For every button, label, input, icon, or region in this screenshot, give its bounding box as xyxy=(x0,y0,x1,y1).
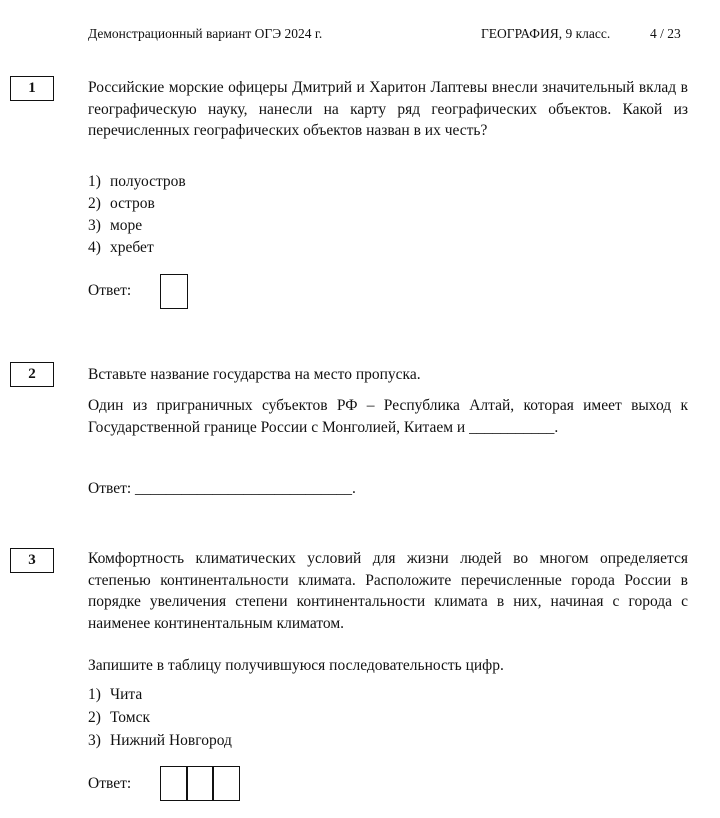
answer-label: Ответ: xyxy=(88,775,132,792)
option xyxy=(88,683,232,706)
question-1-text: Российские морские офицеры Дмитрий и Харитон Лаптевы внесли значительный вклад в географическую науку, нанесли на карту ряд географических объектов. Какой из перечисленных географических объектов назван в их честь? xyxy=(88,79,688,139)
option xyxy=(88,193,186,215)
page-number: 4 / 23 xyxy=(650,26,681,41)
question-3-text: Комфортность климатических условий для жизни людей во многом определяется степенью континентальности климата. Расположите перечисленные города России в порядке увеличения степени континентальности климата в них, начиная с города с наименее континентальным климатом. xyxy=(88,550,688,632)
answer-cell-3[interactable] xyxy=(212,766,240,801)
question-3-options xyxy=(88,683,232,752)
question-2-text: Вставьте название государства на место пропуска. xyxy=(88,366,421,383)
option-number: 1) xyxy=(88,173,101,190)
question-1-options xyxy=(88,171,186,259)
answer-label: Ответ: xyxy=(88,282,132,299)
option-number: 3) xyxy=(88,732,101,749)
option-number: 2) xyxy=(88,709,101,726)
question-2-passage: Один из приграничных субъектов РФ – Республика Алтай, которая имеет выход к Государственной границе России с Монголией, Китаем и ___________. xyxy=(88,397,688,436)
option-text: остров xyxy=(110,195,155,212)
question-number-1: 1 xyxy=(10,76,54,101)
option xyxy=(88,215,186,237)
option xyxy=(88,729,232,752)
option-text: хребет xyxy=(110,239,154,256)
option-text: Томск xyxy=(110,709,150,726)
option-text: море xyxy=(110,217,143,234)
answer-box[interactable] xyxy=(160,274,188,309)
answer-cell-2[interactable] xyxy=(186,766,214,801)
header-subject: ГЕОГРАФИЯ, 9 класс. xyxy=(481,26,611,41)
question-3-instruction: Запишите в таблицу получившуюся последовательность цифр. xyxy=(88,657,504,674)
answer-line[interactable]: Ответ: ____________________________. xyxy=(88,480,356,497)
option-number: 3) xyxy=(88,217,101,234)
option-text: Нижний Новгород xyxy=(110,732,232,749)
option xyxy=(88,237,186,259)
option xyxy=(88,706,232,729)
option-number: 1) xyxy=(88,686,101,703)
question-number-3: 3 xyxy=(10,548,54,573)
question-number-2: 2 xyxy=(10,362,54,387)
option-text: полуостров xyxy=(110,173,186,190)
option xyxy=(88,171,186,193)
option-number: 4) xyxy=(88,239,101,256)
option-text: Чита xyxy=(110,686,143,703)
option-number: 2) xyxy=(88,195,101,212)
header-title: Демонстрационный вариант ОГЭ 2024 г. xyxy=(88,26,323,41)
answer-cell-1[interactable] xyxy=(160,766,188,801)
